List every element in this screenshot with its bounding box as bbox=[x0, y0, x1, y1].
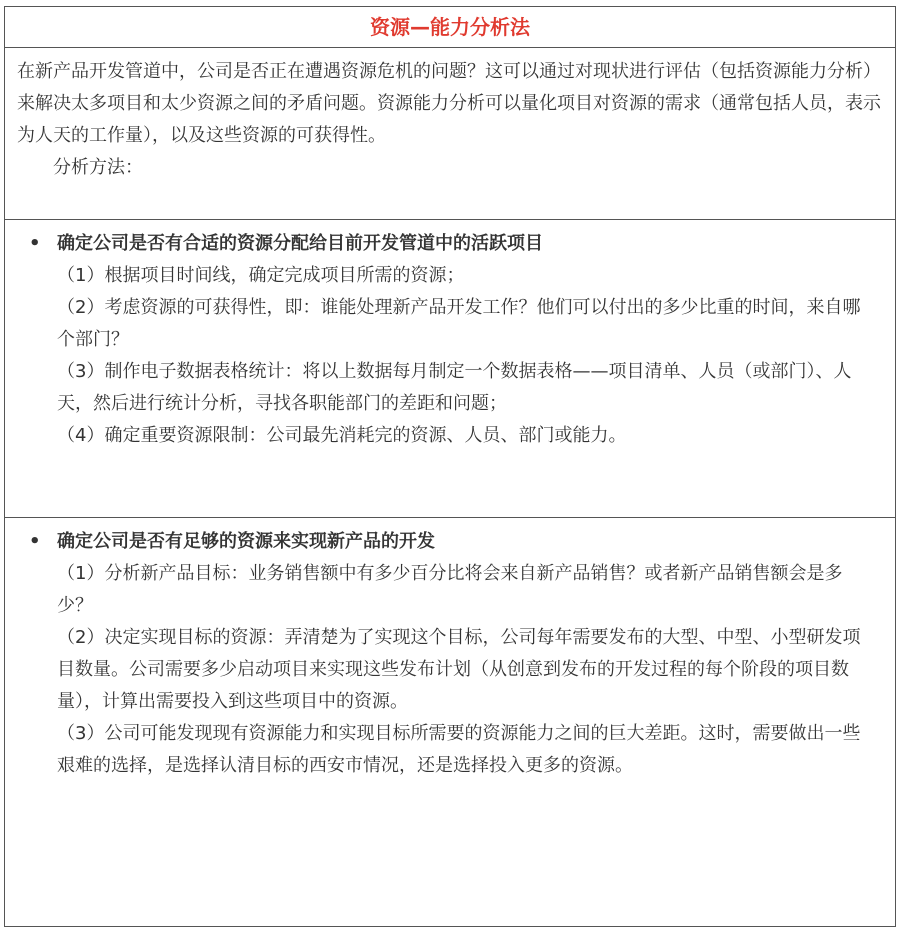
section-1-item-2: （2）考虑资源的可获得性，即：谁能处理新产品开发工作？他们可以付出的多少比重的时间，来自哪个部门？ bbox=[57, 297, 861, 350]
section-1-item-3: （3）制作电子数据表格统计：将以上数据每月制定一个数据表格——项目清单、人员（或部门）、人天，然后进行统计分析，寻找各职能部门的差距和问题； bbox=[57, 361, 852, 414]
section-2-heading-row bbox=[25, 526, 875, 558]
analysis-table bbox=[4, 6, 896, 927]
section-1-item-1: （1）根据项目时间线，确定完成项目所需的资源； bbox=[57, 265, 465, 286]
section-2-heading: 确定公司是否有足够的资源来实现新产品的开发 bbox=[57, 531, 435, 552]
intro-cell bbox=[5, 48, 895, 220]
section-1-heading-row bbox=[25, 228, 875, 260]
section-1-item-4: （4）确定重要资源限制：公司最先消耗完的资源、人员、部门或能力。 bbox=[57, 425, 627, 446]
section-2-item-2: （2）决定实现目标的资源：弄清楚为了实现这个目标，公司每年需要发布的大型、中型、小型研发项目数量。公司需要多少启动项目来实现这些发布计划（从创意到发布的开发过程的每个阶段的项目数量），计算出需要投入到这些项目中的资源。 bbox=[57, 627, 861, 712]
intro-paragraph: 在新产品开发管道中，公司是否正在遭遇资源危机的问题？这可以通过对现状进行评估（包括资源能力分析）来解决太多项目和太少资源之间的矛盾问题。资源能力分析可以量化项目对资源的需求（通常包括人员，表示为人天的工作量），以及这些资源的可获得性。 bbox=[17, 61, 881, 146]
bullet-icon: • bbox=[29, 233, 41, 254]
section-2 bbox=[5, 518, 895, 926]
section-1-heading: 确定公司是否有合适的资源分配给目前开发管道中的活跃项目 bbox=[57, 233, 543, 254]
section-2-item-1: （1）分析新产品目标：业务销售额中有多少百分比将会来自新产品销售？或者新产品销售额会是多少？ bbox=[57, 563, 843, 616]
section-1 bbox=[5, 220, 895, 518]
title-row bbox=[5, 7, 895, 48]
bullet-icon: • bbox=[29, 531, 41, 552]
section-2-item-3: （3）公司可能发现现有资源能力和实现目标所需要的资源能力之间的巨大差距。这时，需要做出一些艰难的选择，是选择认清目标的西安市情况，还是选择投入更多的资源。 bbox=[57, 723, 861, 776]
page-title: 资源—能力分析法 bbox=[370, 15, 530, 39]
method-label: 分析方法： bbox=[53, 157, 143, 178]
